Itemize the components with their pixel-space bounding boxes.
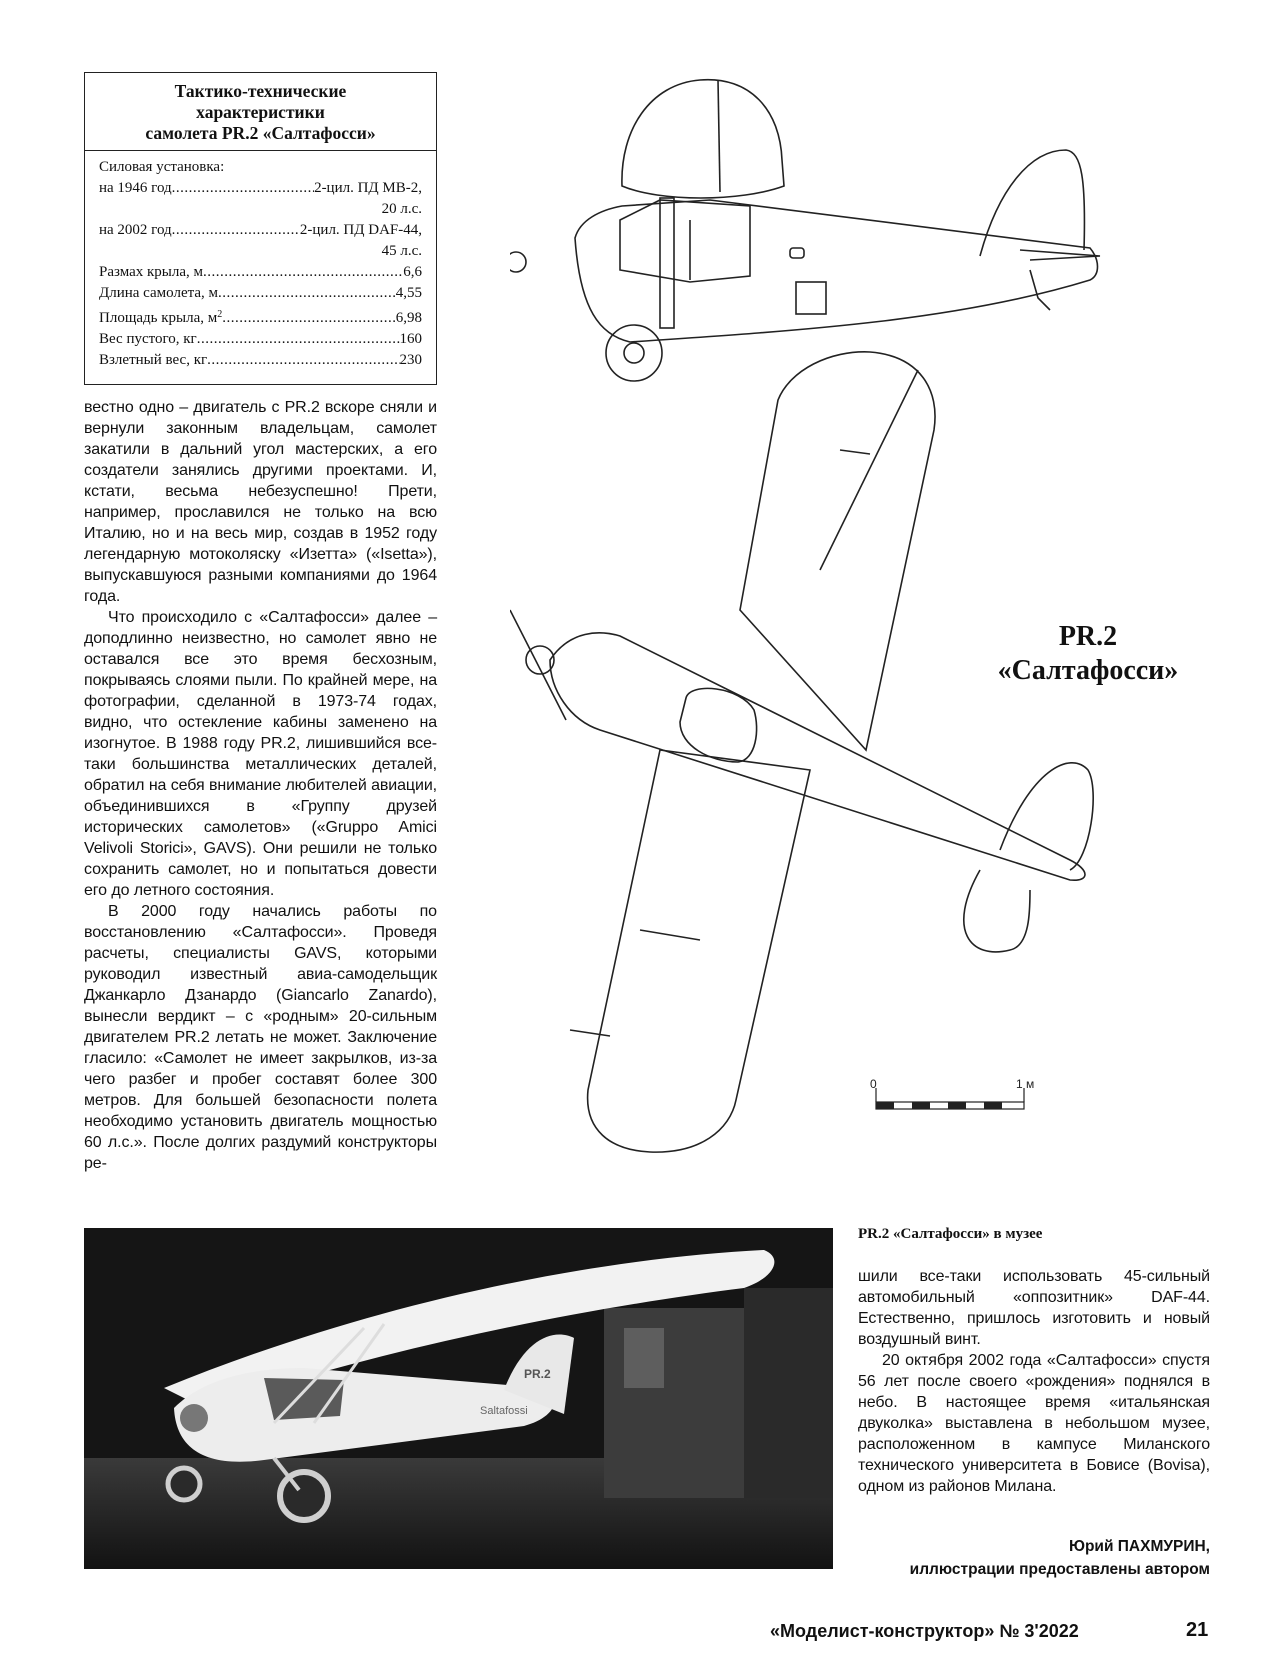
spec-value: 4,55 (395, 285, 422, 301)
author-name: Юрий ПАХМУРИН, (1068, 1538, 1210, 1555)
aircraft-title-line-1: PR.2 (1058, 621, 1118, 652)
scale-start-label: 0 (870, 1077, 877, 1091)
spec-value-cont: 45 л.с. (381, 243, 422, 259)
illustration-credit: иллюстрации предоставлены автором (909, 1561, 1210, 1578)
spec-label: Вес пустого, кг (99, 331, 197, 347)
spec-label: Площадь крыла, $м^2$ (99, 309, 223, 326)
spec-title (85, 73, 436, 151)
scale-bar (870, 1077, 1034, 1109)
aircraft-title (978, 620, 1198, 688)
tail-lettering: PR.2 (524, 1367, 551, 1381)
paragraph: В 2000 году начались работы по восстановлению «Салтафосси». Проведя расчеты, специалисты GAVS, которыми руководил известный авиа-самодельщик Джанкарло Дзанардо (Giancarlo Zanardo), вынесли вердикт – с «родным» 20-сильным двигателем PR.2 летать не может. Заключение гласило: «Самолет не имеет закрылков, из-за чего разбег и пробег составят более 300 метров. Для большей безопасности полета необходимо установить двигатель мощностью 60 л.с.». После долгих раздумий конструкторы ре- (84, 903, 437, 1172)
photo-caption: PR.2 «Салтафосси» в музее (858, 1226, 1043, 1242)
spec-row (99, 178, 422, 199)
spec-label: на 1946 год (99, 180, 172, 196)
paragraph: шили все-таки использовать 45-сильный автомобильный «оппозитник» DAF-44. Естественно, пришлось изготовить и новый воздушный винт. (858, 1268, 1210, 1348)
spec-title-line-2: характеристики (196, 102, 325, 122)
spec-value: 2-цил. ПД МВ-2, (314, 180, 422, 196)
fuselage-lettering: Saltafossi (480, 1405, 528, 1417)
spec-body (85, 151, 436, 371)
spec-value-cont: 20 л.с. (381, 201, 422, 217)
spec-superscript: 2 (217, 309, 223, 320)
spec-title-line-3: самолета PR.2 «Салтафосси» (145, 123, 376, 143)
spec-value: 230 (399, 352, 422, 368)
spec-value: 2-цил. ПД DAF-44, (299, 222, 422, 238)
page-number: 21 (1186, 1619, 1209, 1641)
spec-label: Размах крыла, м (99, 264, 204, 280)
article-text-right (858, 1266, 1210, 1497)
spec-title-line-1: Тактико-технические (174, 81, 347, 101)
scale-end-label: 1 м (1016, 1077, 1035, 1091)
spec-label: Длина самолета, м (99, 285, 219, 301)
plan-view (510, 352, 1093, 1152)
aircraft-title-line-2: «Салтафосси» (997, 655, 1179, 686)
spec-row (99, 220, 422, 241)
magazine-footer: «Моделист-конструктор» № 3'2022 (770, 1621, 1079, 1641)
spec-table (84, 72, 437, 385)
article-text-left (84, 397, 437, 1174)
spec-row (99, 283, 422, 304)
side-view (510, 80, 1100, 381)
spec-row (99, 350, 422, 371)
author-credit (910, 1535, 1210, 1581)
museum-photo (84, 1228, 833, 1569)
paragraph: вестно одно – двигатель с PR.2 вскоре сняли и вернули законным владельцам, самолет закатили в дальний угол мастерских, а его создатели занялись другими проектами. И, кстати, весьма небезуспешно! Прети, например, прославился не только на всю Италию, но и на весь мир, создав в 1952 году легендарную мотоколяску «Изетта» («Isetta»), выпускавшуюся разными компаниями до 1964 года. (84, 399, 437, 605)
spec-powerplant-heading: Силовая установка: (99, 159, 225, 175)
spec-row (99, 262, 422, 283)
spec-label: на 2002 год (99, 222, 172, 238)
spec-row (99, 304, 422, 329)
spec-label: Взлетный вес, кг (99, 352, 208, 368)
spec-value: 6,6 (403, 264, 422, 280)
spec-value: 160 (399, 331, 422, 347)
spec-row (99, 329, 422, 350)
paragraph: Что происходило с «Салтафосси» далее – доподлинно неизвестно, но самолет явно не оставался все это время бесхозным, покрываясь слоями пыли. По крайней мере, на фотографии, сделанной в 1973-74 годах, видно, что остекление кабины заменено на изогнутое. В 1988 году PR.2, лишившийся все-таки большинства металлических деталей, обратил на себя внимание любителей авиации, объединившихся в «Группу друзей исторических самолетов» («Gruppo Amici Velivoli Storici», GAVS). Они решили не только сохранить самолет, но и попытаться довести его до летного состояния. (84, 609, 437, 899)
spec-value: 6,98 (395, 310, 422, 326)
paragraph: 20 октября 2002 года «Салтафосси» спустя 56 лет после своего «рождения» поднялся в небо. В настоящее время «итальянская двуколка» выставлена в небольшом музее, расположенном в кампусе Миланского технического университета в Бовисе (Bovisa), одном из районов Милана. (858, 1352, 1210, 1495)
